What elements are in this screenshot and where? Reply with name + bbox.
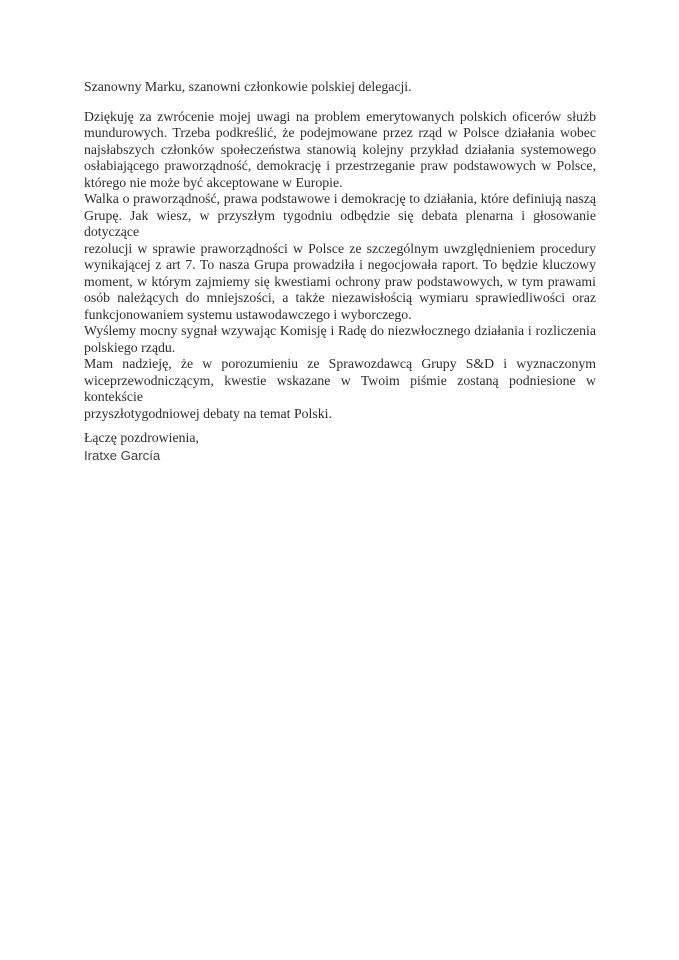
paragraph [84,109,596,192]
letter-line: polskiego rządu. [84,339,176,355]
letter-line: Dziękuję za zwrócenie mojej uwagi na problem emerytowanych polskich oficerów służb [84,108,596,124]
letter-line: wiceprzewodniczącym, kwestie wskazane w Twoim piśmie zostaną podniesione w kontekście [84,372,596,404]
letter-line: Walka o praworządność, prawa podstawowe i demokrację to działania, które definiują naszą [84,191,596,206]
letter-line: Wyślemy mocny sygnał wzywając Komisję i Radę do niezwłocznego działania i rozliczenia [84,323,596,338]
salutation: Szanowny Marku, szanowni członkowie polskiej delegacji. [84,79,412,94]
letter-line: osób należących do mniejszości, a także niezawisłością wymiaru sprawiedliwości oraz [84,290,596,305]
paragraph [84,323,596,356]
letter-line: moment, w którym zajmiemy się kwestiami ochrony praw podstawowych, w tym prawami [84,273,596,289]
letter-line: Mam nadzieję, że w porozumieniu ze Sprawozdawcą Grupy S&D i wyznaczonym [84,356,596,371]
letter-line: rezolucji w sprawie praworządności w Polsce ze szczególnym uwzględnieniem procedury [84,240,596,256]
closing: Łączę pozdrowienia, [84,430,199,445]
letter-line: Grupę. Jak wiesz, w przyszłym tygodniu odbędzie się debata plenarna i głosowanie dotyczące [84,207,596,239]
letter [84,79,596,463]
letter-line: najsłabszych członków społeczeństwa stanowią kolejny przykład działania systemowego [84,141,596,157]
paragraph [84,356,596,422]
letter-line: wynikającej z art 7. To nasza Grupa prowadziła i negocjowała raport. To będzie kluczowy [84,257,596,272]
letter-body [84,109,596,423]
letter-line: którego nie może być akceptowane w Europie. [84,174,343,190]
letter-line: funkcjonowaniem systemu ustawodawczego i wyborczego. [84,306,412,322]
signature-name: Iratxe García [84,447,161,463]
letter-line: mundurowych. Trzeba podkreślić, że podejmowane przez rząd w Polsce działania wobec [84,125,596,140]
letter-line: przyszłotygodniowej debaty na temat Polski. [84,405,332,421]
letter-line: osłabiającego praworządność, demokrację i przestrzeganie praw podstawowych w Polsce, [84,158,596,173]
paragraph [84,191,596,323]
